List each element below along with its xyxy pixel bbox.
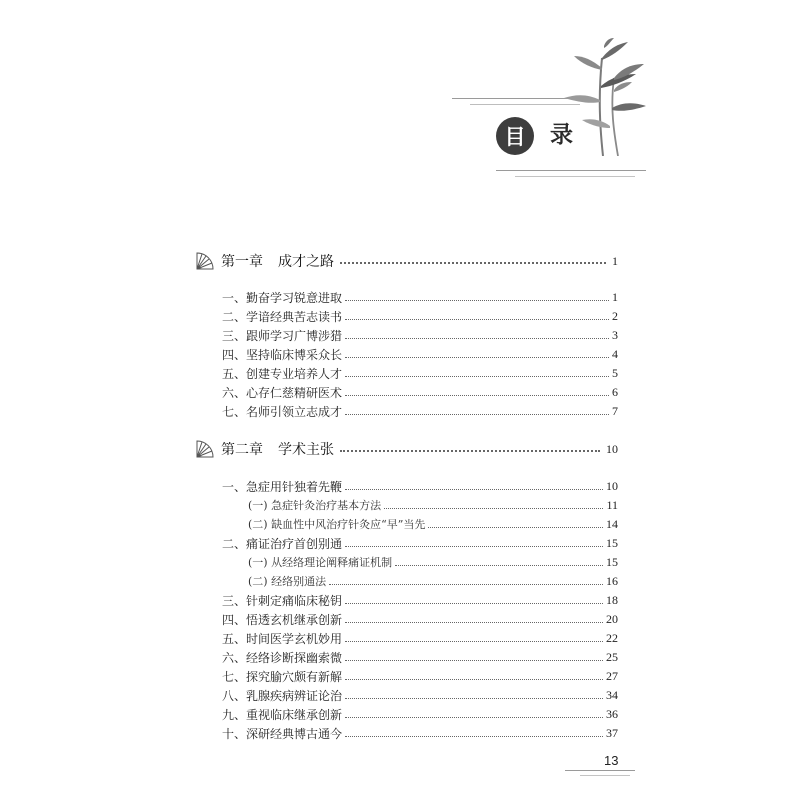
toc-item[interactable] — [222, 686, 618, 704]
dot-leader — [345, 698, 603, 699]
page-number: 36 — [606, 706, 618, 721]
footer-ornament-line — [565, 770, 635, 771]
toc-item-label: 九、重视临床继承创新 — [222, 707, 343, 722]
page-number: 25 — [606, 649, 618, 664]
page-number: 7 — [612, 403, 618, 418]
toc-item[interactable] — [222, 288, 618, 306]
toc-item-label: (二) 经络别通法 — [248, 575, 327, 588]
page-number: 37 — [606, 725, 618, 740]
toc-item[interactable] — [222, 477, 618, 495]
page-number: 11 — [606, 497, 618, 512]
page-number: 10 — [606, 478, 618, 493]
toc-item[interactable] — [222, 705, 618, 723]
toc-item-label: 二、学谙经典苦志读书 — [222, 309, 343, 324]
toc-item-label: 十、深研经典博古通今 — [222, 726, 343, 741]
page-number: 14 — [606, 516, 618, 531]
dot-leader — [345, 546, 603, 547]
dot-leader — [428, 527, 603, 528]
fan-icon — [193, 437, 217, 461]
toc-item[interactable] — [222, 591, 618, 609]
page-title: 录 — [550, 121, 574, 148]
toc-item-label: 七、名师引领立志成才 — [222, 404, 343, 419]
toc-item-label: 二、痛证治疗首创别通 — [222, 536, 343, 551]
toc-subitem[interactable] — [248, 572, 618, 590]
dot-leader — [345, 338, 609, 339]
dot-leader — [345, 603, 603, 604]
page-number: 5 — [612, 365, 618, 380]
toc-subitem[interactable] — [248, 496, 618, 514]
dot-leader — [345, 489, 603, 490]
dot-leader — [340, 450, 600, 452]
page-number: 20 — [606, 611, 618, 626]
dot-leader — [345, 300, 609, 301]
dot-leader — [345, 717, 603, 718]
toc-item[interactable] — [222, 307, 618, 325]
toc-item-label: 五、时间医学玄机妙用 — [222, 631, 343, 646]
toc-subitem[interactable] — [248, 515, 618, 533]
toc-item[interactable] — [222, 667, 618, 685]
folio-page-number: 13 — [604, 753, 619, 768]
dot-leader — [345, 395, 609, 396]
toc-item-label: 四、悟透玄机继承创新 — [222, 612, 343, 627]
toc-item-label: 一、勤奋学习锐意进取 — [222, 290, 343, 305]
dot-leader — [345, 641, 603, 642]
dot-leader — [345, 622, 603, 623]
toc-item-label: 一、急症用针独着先鞭 — [222, 479, 343, 494]
toc-item[interactable] — [222, 383, 618, 401]
dot-leader — [340, 262, 606, 264]
chapter-number: 第二章 — [221, 442, 263, 458]
page-number: 10 — [606, 441, 618, 456]
toc-item-label: 五、创建专业培养人才 — [222, 366, 343, 381]
toc-chapter[interactable] — [193, 436, 618, 462]
title-badge — [496, 117, 534, 155]
page-number: 34 — [606, 687, 618, 702]
dot-leader — [345, 414, 609, 415]
toc-item-label: 三、跟师学习广博涉猎 — [222, 328, 343, 343]
page-number: 4 — [612, 346, 618, 361]
toc-item[interactable] — [222, 326, 618, 344]
page-number: 22 — [606, 630, 618, 645]
dot-leader — [345, 679, 603, 680]
toc-item[interactable] — [222, 648, 618, 666]
page-number: 1 — [612, 289, 618, 304]
dot-leader — [345, 660, 603, 661]
dot-leader — [345, 736, 603, 737]
toc-item[interactable] — [222, 345, 618, 363]
toc-subitem[interactable] — [248, 553, 618, 571]
page-number: 2 — [612, 308, 618, 323]
chapter-number: 第一章 — [221, 254, 263, 270]
dot-leader — [329, 584, 603, 585]
page-number: 15 — [606, 554, 618, 569]
dot-leader — [345, 357, 609, 358]
toc-item[interactable] — [222, 402, 618, 420]
toc-item-label: 三、针刺定痛临床秘钥 — [222, 593, 343, 608]
toc-item[interactable] — [222, 364, 618, 382]
dot-leader — [395, 565, 603, 566]
page-number: 16 — [606, 573, 618, 588]
toc-item-label: (二) 缺血性中风治疗针灸应“早”当先 — [248, 518, 426, 531]
header-ornament-line — [496, 170, 646, 171]
page-number: 6 — [612, 384, 618, 399]
chapter-title: 成才之路 — [278, 254, 334, 270]
title-first-char: 目 — [504, 125, 526, 149]
dot-leader — [345, 376, 609, 377]
page-number: 15 — [606, 535, 618, 550]
page-number: 3 — [612, 327, 618, 342]
page-number: 18 — [606, 592, 618, 607]
toc-chapter[interactable] — [193, 248, 618, 274]
toc-item[interactable] — [222, 610, 618, 628]
dot-leader — [345, 319, 609, 320]
dot-leader — [384, 508, 603, 509]
fan-icon — [193, 249, 217, 273]
toc-item-label: 七、探究腧穴颇有新解 — [222, 669, 343, 684]
chapter-title: 学术主张 — [278, 442, 334, 458]
header-ornament-line — [515, 176, 635, 177]
toc-item-label: (一) 急症针灸治疗基本方法 — [248, 499, 382, 512]
footer-ornament-line — [580, 775, 630, 776]
toc-item-label: 六、心存仁慈精研医术 — [222, 385, 343, 400]
toc-item-label: (一) 从经络理论阐释痛证机制 — [248, 556, 393, 569]
toc-item[interactable] — [222, 629, 618, 647]
toc-item-label: 六、经络诊断探幽索微 — [222, 650, 343, 665]
toc-item[interactable] — [222, 724, 618, 742]
toc-item[interactable] — [222, 534, 618, 552]
page-number: 27 — [606, 668, 618, 683]
toc-item-label: 四、坚持临床博采众长 — [222, 347, 343, 362]
page-number: 1 — [612, 253, 618, 268]
toc-item-label: 八、乳腺疾病辨证论治 — [222, 688, 343, 703]
